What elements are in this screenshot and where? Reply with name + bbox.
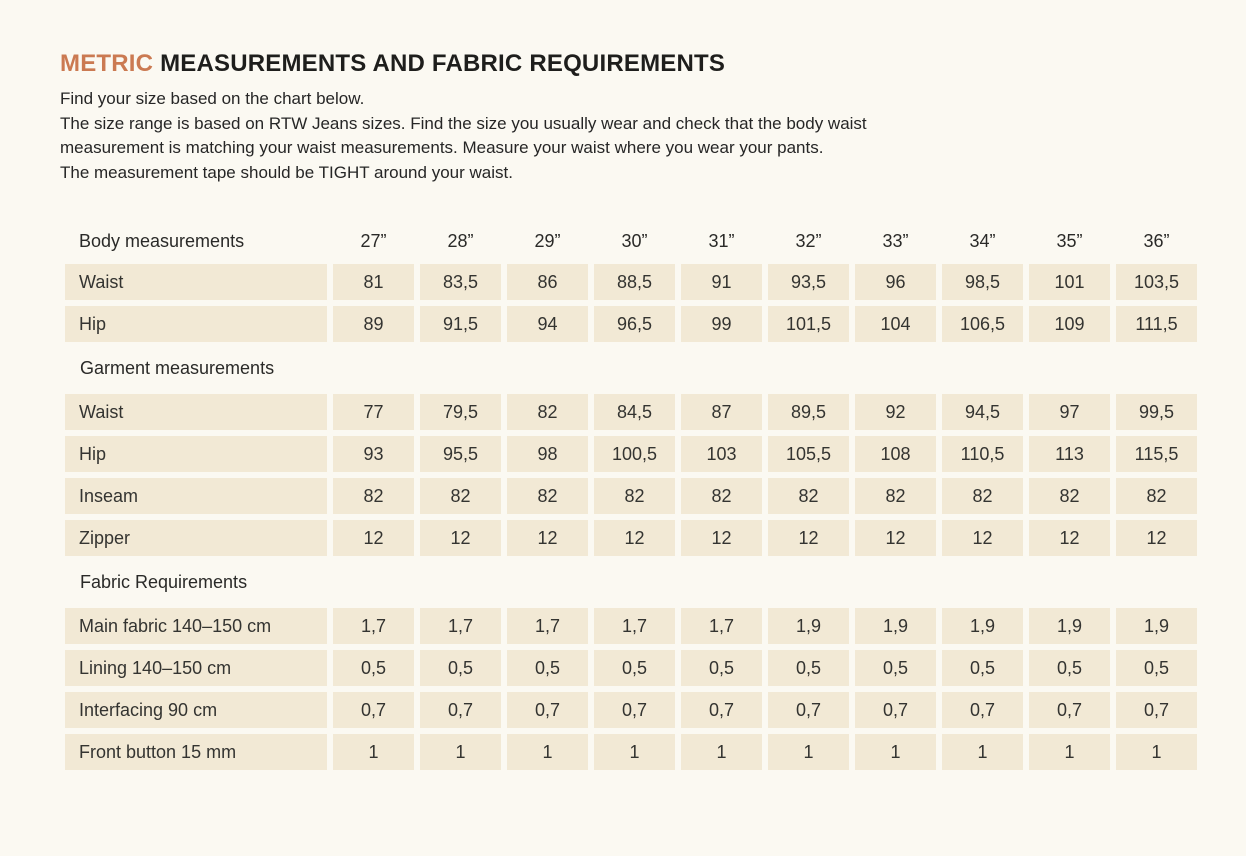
value-cell: 0,7: [594, 692, 675, 728]
value-cell: 0,5: [507, 650, 588, 686]
value-cell: 82: [942, 478, 1023, 514]
value-cell: 12: [1029, 520, 1110, 556]
intro-paragraph: [60, 87, 1198, 185]
row-label: Interfacing 90 cm: [65, 692, 327, 728]
value-cell: 0,7: [681, 692, 762, 728]
value-cell: 110,5: [942, 436, 1023, 472]
value-cell: 82: [1029, 478, 1110, 514]
value-cell: 82: [420, 478, 501, 514]
value-cell: 91: [681, 264, 762, 300]
value-cell: 1,9: [1029, 608, 1110, 644]
value-cell: 1: [1029, 734, 1110, 770]
value-cell: 1: [594, 734, 675, 770]
row-label: Waist: [65, 394, 327, 430]
value-cell: 88,5: [594, 264, 675, 300]
row-label: Front button 15 mm: [65, 734, 327, 770]
value-cell: 111,5: [1116, 306, 1197, 342]
size-column-header: 32”: [795, 230, 822, 251]
value-cell: 95,5: [420, 436, 501, 472]
value-cell: 0,5: [768, 650, 849, 686]
value-cell: 12: [507, 520, 588, 556]
value-cell: 1,7: [333, 608, 414, 644]
value-cell: 1,9: [942, 608, 1023, 644]
size-column-header: 27”: [360, 230, 387, 251]
value-cell: 81: [333, 264, 414, 300]
row-label: Hip: [65, 436, 327, 472]
value-cell: 0,5: [1029, 650, 1110, 686]
value-cell: 103: [681, 436, 762, 472]
value-cell: 113: [1029, 436, 1110, 472]
value-cell: 82: [768, 478, 849, 514]
value-cell: 1,7: [507, 608, 588, 644]
value-cell: 99: [681, 306, 762, 342]
value-cell: 0,5: [942, 650, 1023, 686]
intro-line: The size range is based on RTW Jeans sizes. Find the size you usually wear and check that the body waist: [60, 113, 867, 133]
value-cell: 89: [333, 306, 414, 342]
value-cell: 12: [942, 520, 1023, 556]
section-header: Fabric Requirements: [80, 571, 248, 592]
value-cell: 12: [768, 520, 849, 556]
value-cell: 82: [855, 478, 936, 514]
value-cell: 1: [855, 734, 936, 770]
value-cell: 82: [507, 394, 588, 430]
value-cell: 12: [594, 520, 675, 556]
page-title-accent: METRIC: [60, 50, 154, 77]
value-cell: 101: [1029, 264, 1110, 300]
value-cell: 1: [507, 734, 588, 770]
value-cell: 0,7: [507, 692, 588, 728]
row-label: Hip: [65, 306, 327, 342]
intro-line: Find your size based on the chart below.: [60, 89, 365, 108]
value-cell: 1,7: [594, 608, 675, 644]
value-cell: 96: [855, 264, 936, 300]
value-cell: 108: [855, 436, 936, 472]
value-cell: 82: [1116, 478, 1197, 514]
value-cell: 12: [681, 520, 762, 556]
page-title: [60, 50, 1198, 78]
value-cell: 0,7: [942, 692, 1023, 728]
size-table: [65, 224, 1198, 770]
value-cell: 115,5: [1116, 436, 1197, 472]
value-cell: 0,5: [681, 650, 762, 686]
value-cell: 1,9: [855, 608, 936, 644]
value-cell: 87: [681, 394, 762, 430]
row-label: Lining 140–150 cm: [65, 650, 327, 686]
value-cell: 77: [333, 394, 414, 430]
value-cell: 93: [333, 436, 414, 472]
value-cell: 0,7: [855, 692, 936, 728]
value-cell: 104: [855, 306, 936, 342]
value-cell: 0,7: [333, 692, 414, 728]
value-cell: 82: [681, 478, 762, 514]
value-cell: 0,7: [420, 692, 501, 728]
value-cell: 1: [942, 734, 1023, 770]
page-title-rest: MEASUREMENTS AND FABRIC REQUIREMENTS: [153, 50, 726, 77]
value-cell: 1,7: [681, 608, 762, 644]
value-cell: 0,5: [1116, 650, 1197, 686]
value-cell: 98: [507, 436, 588, 472]
value-cell: 109: [1029, 306, 1110, 342]
value-cell: 83,5: [420, 264, 501, 300]
intro-line: measurement is matching your waist measurements. Measure your waist where you wear your pants.: [60, 138, 824, 157]
value-cell: 94: [507, 306, 588, 342]
value-cell: 84,5: [594, 394, 675, 430]
value-cell: 94,5: [942, 394, 1023, 430]
section-header: Garment measurements: [80, 357, 275, 378]
value-cell: 1,7: [420, 608, 501, 644]
value-cell: 96,5: [594, 306, 675, 342]
value-cell: 103,5: [1116, 264, 1197, 300]
size-column-header: 29”: [534, 230, 561, 251]
size-column-header: 35”: [1056, 230, 1083, 251]
intro-line: The measurement tape should be TIGHT around your waist.: [60, 162, 513, 182]
value-cell: 12: [333, 520, 414, 556]
value-cell: 1,9: [768, 608, 849, 644]
value-cell: 1: [420, 734, 501, 770]
value-cell: 101,5: [768, 306, 849, 342]
size-column-header: 33”: [882, 230, 909, 251]
row-label: Main fabric 140–150 cm: [65, 608, 327, 644]
value-cell: 82: [333, 478, 414, 514]
value-cell: 82: [507, 478, 588, 514]
value-cell: 99,5: [1116, 394, 1197, 430]
value-cell: 0,5: [594, 650, 675, 686]
value-cell: 98,5: [942, 264, 1023, 300]
value-cell: 1,9: [1116, 608, 1197, 644]
size-column-header: 36”: [1143, 230, 1170, 251]
value-cell: 0,7: [768, 692, 849, 728]
value-cell: 12: [855, 520, 936, 556]
row-label: Zipper: [65, 520, 327, 556]
value-cell: 1: [1116, 734, 1197, 770]
value-cell: 91,5: [420, 306, 501, 342]
size-column-header: 28”: [447, 230, 474, 251]
size-column-header: 30”: [621, 230, 648, 251]
value-cell: 12: [1116, 520, 1197, 556]
value-cell: 105,5: [768, 436, 849, 472]
value-cell: 0,5: [855, 650, 936, 686]
value-cell: 79,5: [420, 394, 501, 430]
value-cell: 82: [594, 478, 675, 514]
value-cell: 12: [420, 520, 501, 556]
value-cell: 86: [507, 264, 588, 300]
size-column-header: 34”: [969, 230, 996, 251]
value-cell: 0,7: [1029, 692, 1110, 728]
value-cell: 93,5: [768, 264, 849, 300]
value-cell: 0,5: [333, 650, 414, 686]
size-column-header: 31”: [708, 230, 735, 251]
row-label: Inseam: [65, 478, 327, 514]
value-cell: 106,5: [942, 306, 1023, 342]
table-corner-header: Body measurements: [79, 230, 245, 251]
value-cell: 1: [681, 734, 762, 770]
value-cell: 89,5: [768, 394, 849, 430]
value-cell: 100,5: [594, 436, 675, 472]
value-cell: 97: [1029, 394, 1110, 430]
value-cell: 1: [333, 734, 414, 770]
value-cell: 1: [768, 734, 849, 770]
value-cell: 0,7: [1116, 692, 1197, 728]
value-cell: 0,5: [420, 650, 501, 686]
row-label: Waist: [65, 264, 327, 300]
value-cell: 92: [855, 394, 936, 430]
